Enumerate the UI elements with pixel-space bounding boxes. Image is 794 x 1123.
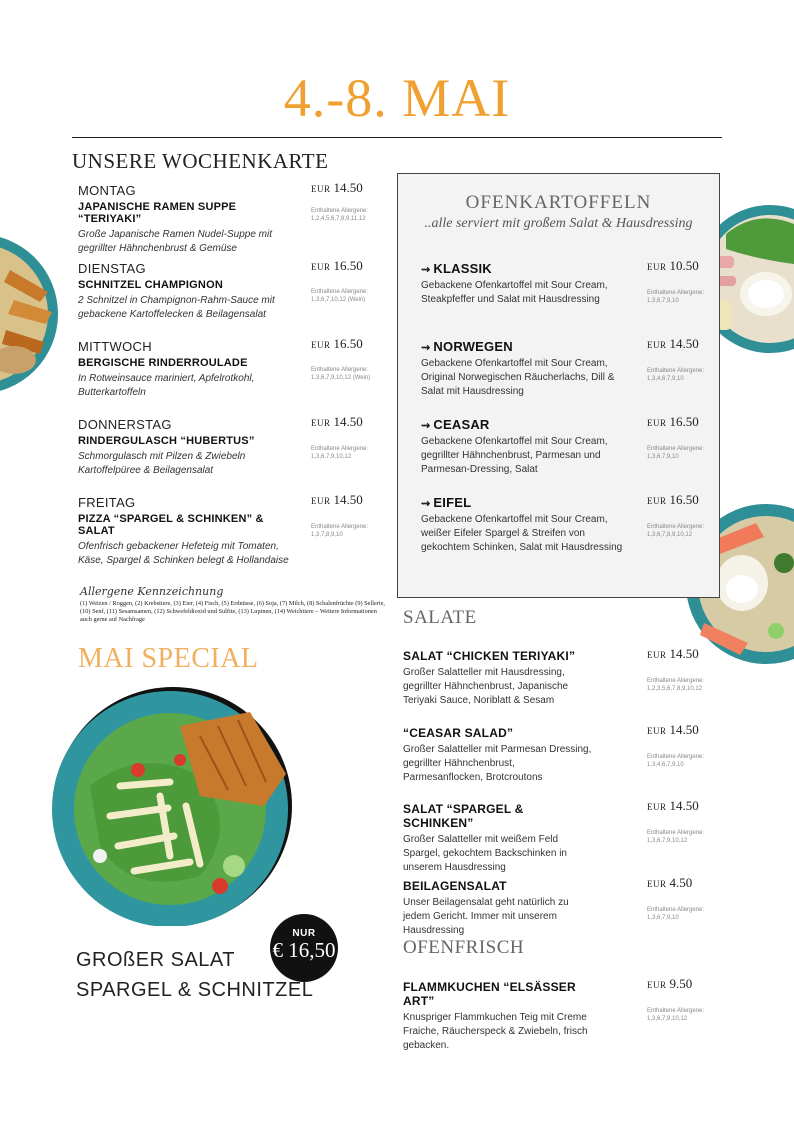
allergen-info: Enthaltene Allergene: 1,2,3,5,6,7,8,9,10,12 <box>647 678 705 692</box>
dish-name: JAPANISCHE RAMEN SUPPE “TERIYAKI” <box>78 201 237 225</box>
dish-description: Große Japanische Ramen Nudel-Suppe mit gegrillter Hähnchenbrust & Gemüse <box>78 229 272 254</box>
dish-name: NORWEGEN <box>433 339 513 354</box>
potato-item-eifel <box>421 495 636 555</box>
double-arrow-icon: ⇝ <box>421 342 431 354</box>
special-dish-name: GROßER SALAT SPARGEL & SCHNITZEL <box>76 949 314 1001</box>
weekday-label: MITTWOCH <box>78 339 152 354</box>
dish-description: Gebackene Ofenkartoffel mit Sour Cream, Steakpfeffer und Salat mit Hausdressing <box>421 280 608 305</box>
dish-price: EUR 9.50 <box>647 976 693 991</box>
dish-price: EUR 10.50 <box>647 258 699 273</box>
dish-name: RINDERGULASCH “HUBERTUS” <box>78 435 255 447</box>
dish-name: PIZZA “SPARGEL & SCHINKEN” & SALAT <box>78 513 264 537</box>
dish-description: Unser Beilagensalat geht natürlich zu jedem Gericht. Immer mit unserem Hausdressing <box>403 897 569 936</box>
dish-name: SALAT “CHICKEN TERIYAKI” <box>403 649 576 663</box>
dish-description: Gebackene Ofenkartoffel mit Sour Cream, weißer Eifeler Spargel & Streifen von gekochtem Schinken, Salat mit Hausdressing <box>421 514 623 553</box>
left-potato-plate-image <box>0 232 60 397</box>
section-title-salate: SALATE <box>403 607 477 628</box>
allergen-info: Enthaltene Allergene: 1,3,6,7,9,10,12 <box>647 830 705 844</box>
dish-price: EUR 14.50 <box>647 798 699 813</box>
dish-price: EUR 16.50 <box>647 414 699 429</box>
dish-description: Knuspriger Flammkuchen Teig mit Creme Fraiche, Räucherspeck & Zwiebeln, frisch gebacken. <box>403 1012 588 1051</box>
allergen-info: Enthaltene Allergene: 1,3,4,6,7,9,10 <box>647 754 705 768</box>
dish-description: Gebackene Ofenkartoffel mit Sour Cream, gegrillter Hähnchenbrust, Parmesan und Parmesan-Dressing, Salat <box>421 436 608 475</box>
salad-item <box>403 649 593 708</box>
weekday-label: FREITAG <box>78 495 136 510</box>
allergen-info: Enthaltene Allergene: 1,3,6,7,8,9,10,12 <box>647 524 705 538</box>
double-arrow-icon: ⇝ <box>421 420 431 432</box>
allergen-info: Enthaltene Allergene: 1,3,6,7,9,10 <box>647 446 705 460</box>
double-arrow-icon: ⇝ <box>421 264 431 276</box>
allergen-legend-title: Allergene Kennzeichnung <box>80 585 224 598</box>
weekday-label: MONTAG <box>78 183 136 198</box>
special-price-badge <box>270 914 338 982</box>
potato-item-klassik <box>421 261 636 307</box>
allergen-info: Enthaltene Allergene: 1,3,7,8,9,10 <box>311 524 369 538</box>
dish-description: Ofenfrisch gebackener Hefeteig mit Tomaten, Käse, Spargel & Schinken belegt & Hollandaise <box>78 541 289 566</box>
dish-description: Großer Salatteller mit weißem Feld Spargel, gekochtem Backschinken in unserem Hausdressing <box>403 834 567 873</box>
dish-name: FLAMMKUCHEN “ELSÄSSER ART” <box>403 980 576 1008</box>
dish-price: EUR 16.50 <box>647 492 699 507</box>
double-arrow-icon: ⇝ <box>421 498 431 510</box>
dish-price: EUR 14.50 <box>647 722 699 737</box>
dish-name: EIFEL <box>433 495 472 510</box>
allergen-info: Enthaltene Allergene: 1,3,6,7,9,10 <box>647 290 705 304</box>
special-heading: MAI SPECIAL <box>78 643 259 674</box>
header-divider <box>72 137 722 138</box>
dish-description: Großer Salatteller mit Hausdressing, gegrillter Hähnchenbrust, Japanische Teriyaki Sauce, Noriblatt & Sesam <box>403 667 569 706</box>
dish-price: EUR 16.50 <box>311 258 363 273</box>
badge-label: NUR <box>292 928 316 939</box>
allergen-info: Enthaltene Allergene: 1,3,6,7,10,12 (Wein) <box>311 289 369 303</box>
menu-item-monday <box>78 183 298 256</box>
allergen-info: Enthaltene Allergene: 1,2,4,5,6,7,8,9,11,12 <box>311 208 369 222</box>
menu-item-wednesday <box>78 339 298 400</box>
dish-description: Großer Salatteller mit Parmesan Dressing, gegrillter Hähnchenbrust, Parmesanflocken, Brotcroutons <box>403 744 592 783</box>
dish-price: EUR 14.50 <box>311 492 363 507</box>
potato-item-norwegen <box>421 339 636 399</box>
weekly-heading: UNSERE WOCHENKARTE <box>72 149 329 173</box>
dish-name: SALAT “SPARGEL & SCHINKEN” <box>403 802 524 830</box>
dish-name: BEILAGENSALAT <box>403 879 507 893</box>
menu-item-thursday <box>78 417 298 478</box>
weekday-label: DONNERSTAG <box>78 417 172 432</box>
menu-item-friday <box>78 495 298 568</box>
allergen-info: Enthaltene Allergene: 1,3,6,7,9,10,12 <box>647 1008 705 1022</box>
dish-name: SCHNITZEL CHAMPIGNON <box>78 279 223 291</box>
allergen-info: Enthaltene Allergene: 1,3,4,6,7,9,10 <box>647 368 705 382</box>
dish-name: BERGISCHE RINDERROULADE <box>78 357 248 369</box>
dish-price: EUR 4.50 <box>647 875 693 890</box>
salad-item <box>403 802 593 875</box>
section-subtitle: ..alle serviert mit großem Salat & Hausdressing <box>424 216 693 231</box>
dish-description: In Rotweinsauce mariniert, Apfelrotkohl, Butterkartoffeln <box>78 373 255 398</box>
section-title-ofenkartoffeln: OFENKARTOFFELN <box>465 192 652 213</box>
dish-description: Gebackene Ofenkartoffel mit Sour Cream, Original Norwegischen Räucherlachs, Dill & Salat mit Hausdressing <box>421 358 615 397</box>
dish-price: EUR 14.50 <box>311 180 363 195</box>
menu-item-tuesday <box>78 261 298 322</box>
allergen-legend-text: (1) Weizen / Roggen, (2) Krebstiere, (3) Eier, (4) Fisch, (5) Erdnüsse, (6) Soja, (7) Milch, (8) Schalenfrüchte (9) Sellerie, (10) Senf, (11) Sesamsamen, (12) Schwefeldioxid und Sulfite, (13) Lupinen, (14) Weichtiere – Weitere Informationen auch gerne auf Nachfrage <box>80 600 385 623</box>
salad-item <box>403 879 593 938</box>
dish-description: Schmorgulasch mit Pilzen & Zwiebeln Kartoffelpüree & Beilagensalat <box>78 451 246 476</box>
allergen-info: Enthaltene Allergene: 1,3,6,7,9,10,12 <box>311 446 369 460</box>
section-title-ofenfrisch: OFENFRISCH <box>403 937 525 958</box>
oven-item <box>403 980 593 1053</box>
dish-price: EUR 14.50 <box>311 414 363 429</box>
dish-description: 2 Schnitzel in Champignon-Rahm-Sauce mit gebackene Kartoffelecken & Beilagensalat <box>78 295 275 320</box>
dish-name: KLASSIK <box>433 261 492 276</box>
salad-item <box>403 726 593 785</box>
page-title: 4.-8. MAI <box>283 68 511 128</box>
dish-name: CEASAR <box>433 417 490 432</box>
dish-name: “CEASAR SALAD” <box>403 726 514 740</box>
badge-price: € 16,50 <box>272 938 336 962</box>
dish-price: EUR 16.50 <box>311 336 363 351</box>
potato-item-ceasar <box>421 417 636 477</box>
weekday-label: DIENSTAG <box>78 261 146 276</box>
allergen-info: Enthaltene Allergene: 1,3,6,7,9,10,12 (Wein) <box>311 367 371 381</box>
special-salad-plate-image <box>50 686 296 926</box>
dish-price: EUR 14.50 <box>647 336 699 351</box>
dish-price: EUR 14.50 <box>647 646 699 661</box>
allergen-info: Enthaltene Allergene: 1,3,6,7,9,10 <box>647 907 705 921</box>
